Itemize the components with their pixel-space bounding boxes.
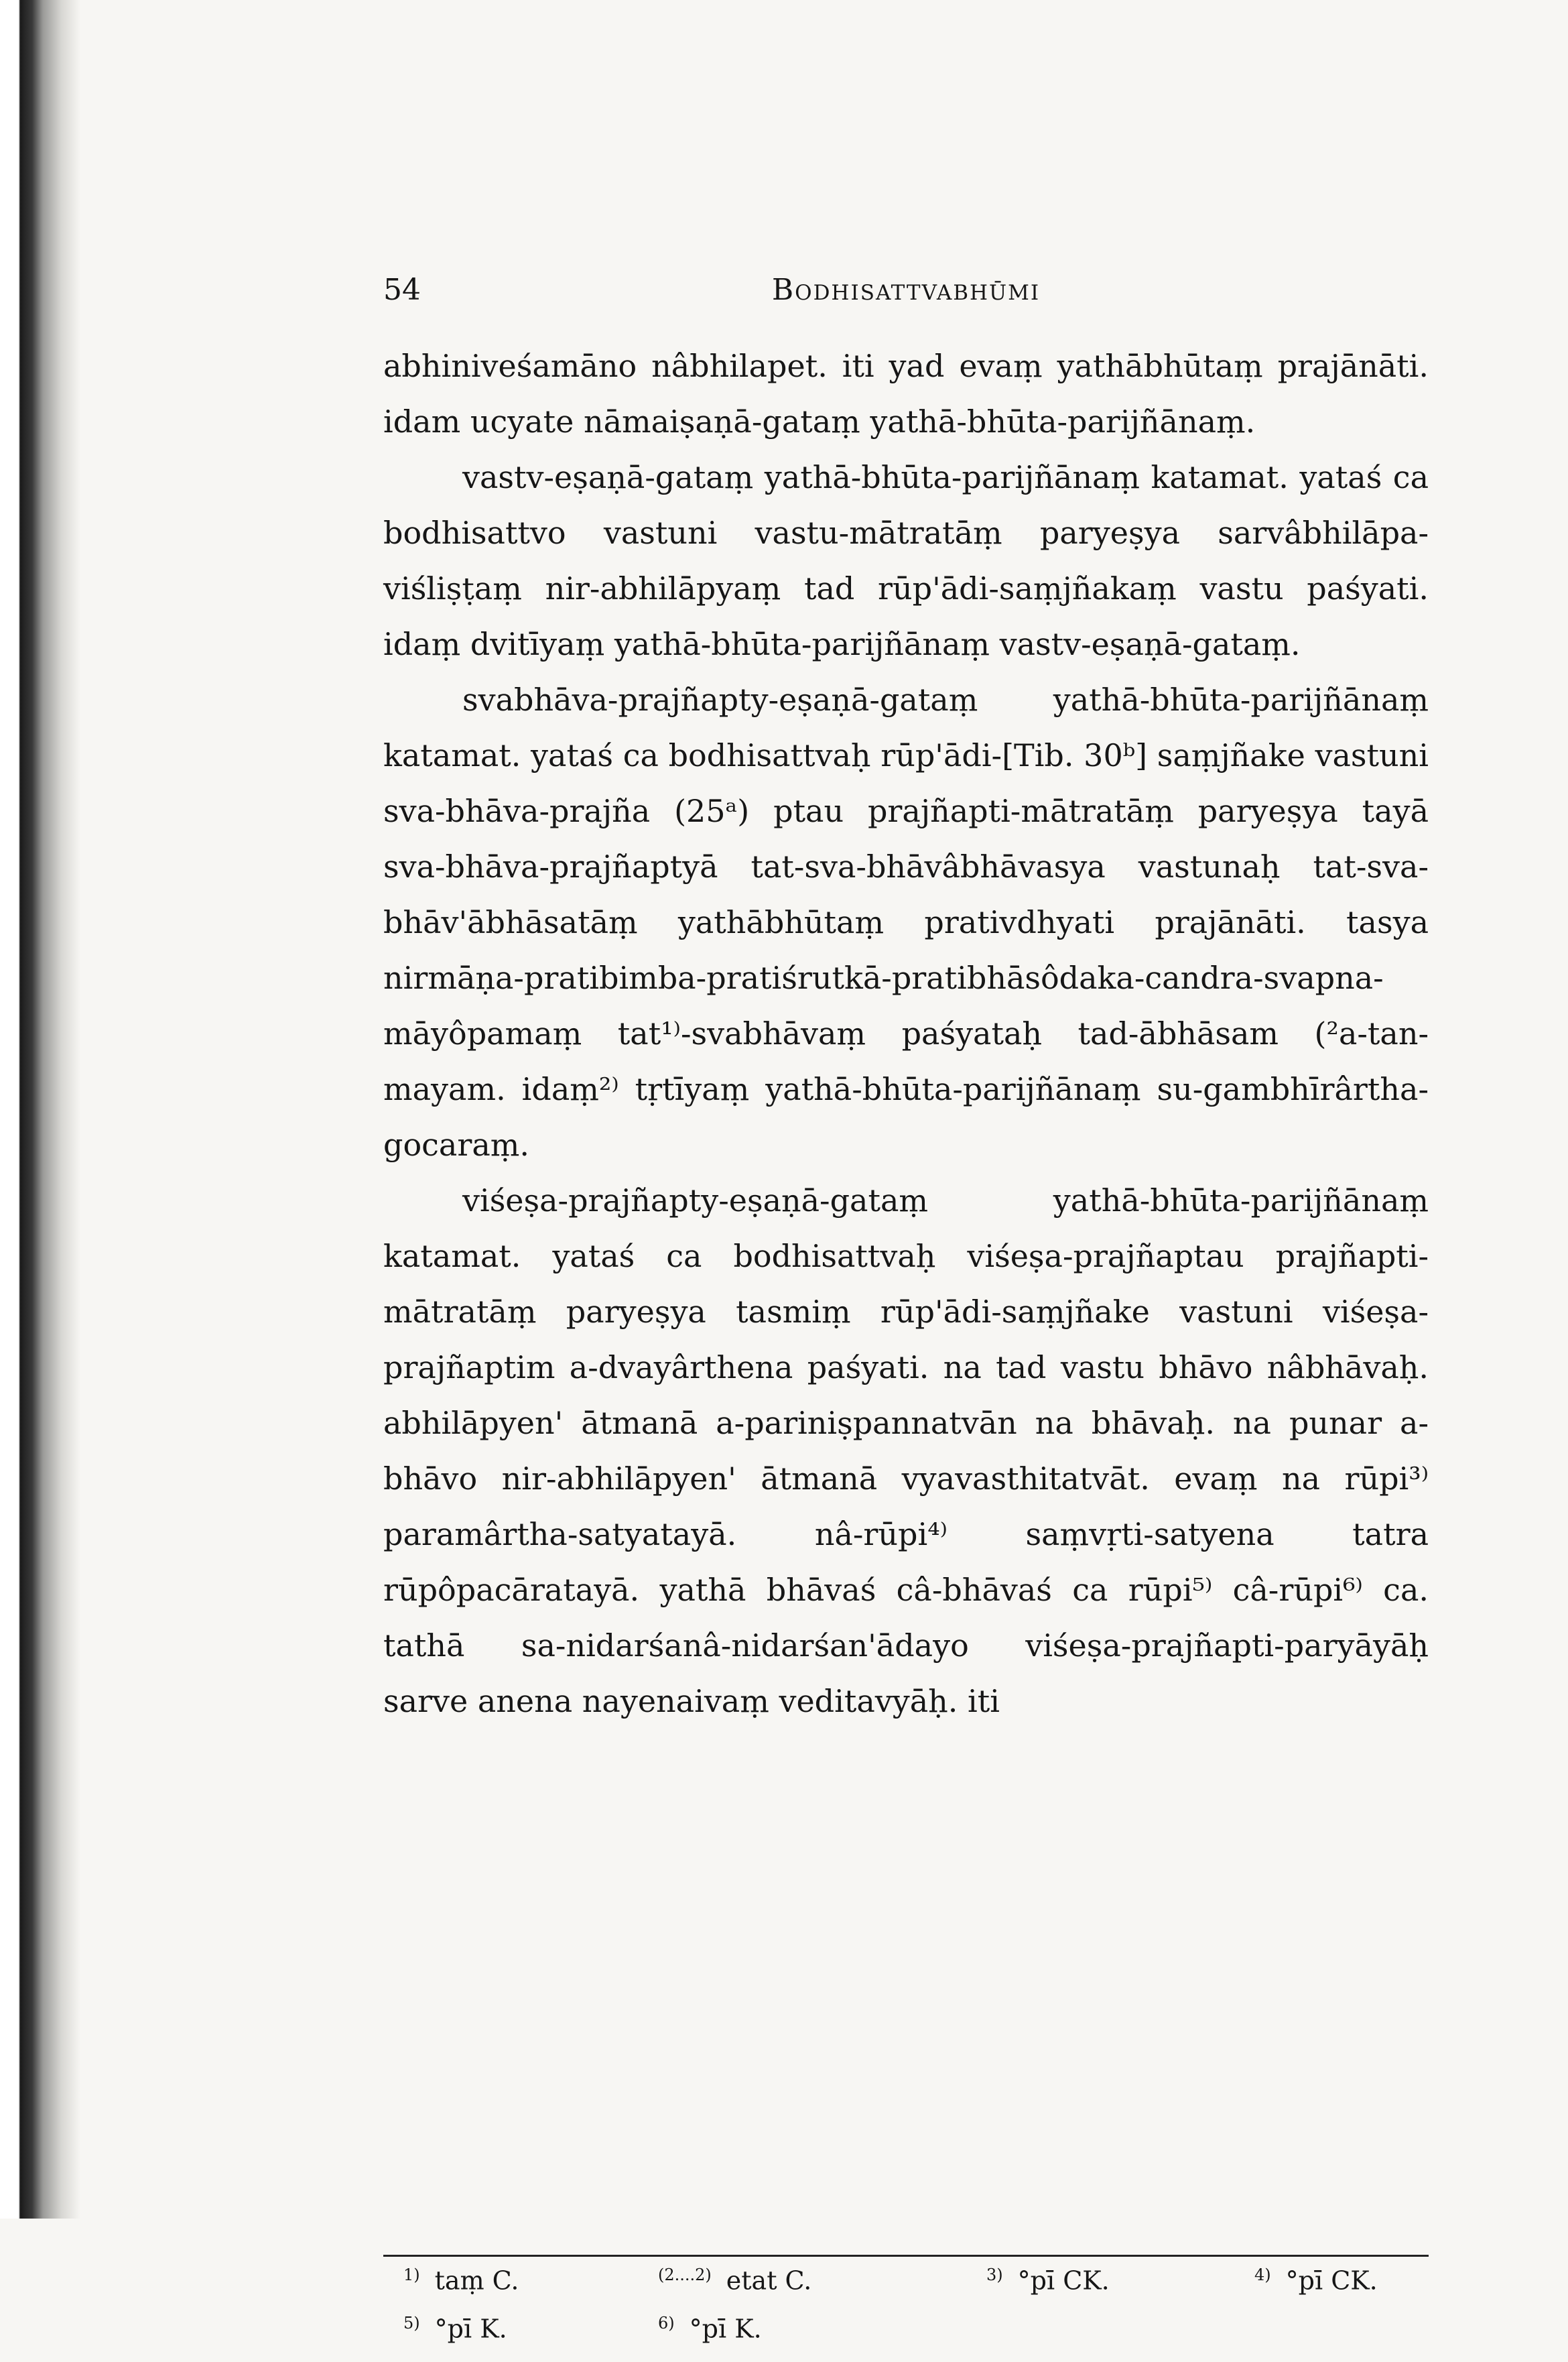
paragraph-1: abhiniveśamāno nâbhilapet. iti yad evaṃ yathābhūtaṃ prajānāti. idam ucyate nāmaiṣaṇā-gataṃ yathā-bhūta-parijñānaṃ. <box>383 348 1429 440</box>
footnote-4 <box>1254 2265 1378 2296</box>
footnote-2 <box>658 2265 811 2296</box>
footnote-divider <box>383 2255 1429 2257</box>
footnote-1 <box>403 2265 519 2296</box>
paragraph-3: svabhāva-prajñapty-eṣaṇā-gataṃ yathā-bhūta-parijñānaṃ katamat. yataś ca bodhisattvaḥ rūp'ādi-[Tib. 30ᵇ] saṃjñake vastuni sva-bhāva-prajña (25ᵃ) ptau prajñapti-mātratāṃ paryeṣya tayā sva-bhāva-prajñaptyā tat-sva-bhāvâbhāvasya vastunaḥ tat-sva-bhāv'ābhāsatāṃ yathābhūtaṃ prativdhyati prajānāti. tasya nirmāṇa-pratibimba-pratiśrutkā-pratibhāsôdaka-candra-svapna-māyôpamaṃ tat¹⁾-svabhāvaṃ paśyataḥ tad-ābhāsam (²a-tan-mayam. idaṃ²⁾ tṛtīyaṃ yathā-bhūta-parijñānaṃ su-gambhīrârtha-gocaraṃ. <box>383 682 1429 1163</box>
footnote-text: °pī CK. <box>1017 2265 1110 2296</box>
footnote-number: 1) <box>403 2265 420 2284</box>
running-title: Bodhisattvabhūmi <box>771 273 1041 307</box>
footnote-row <box>383 2314 1429 2362</box>
footnote-text: °pī K. <box>434 2314 507 2344</box>
paragraph-4: viśeṣa-prajñapty-eṣaṇā-gataṃ yathā-bhūta-parijñānaṃ katamat. yataś ca bodhisattvaḥ viśeṣa-prajñaptau prajñapti-mātratāṃ paryeṣya tasmiṃ rūp'ādi-saṃjñake vastuni viśeṣa-prajñaptim a-dvayârthena paśyati. na tad vastu bhāvo nâbhāvaḥ. abhilāpyen' ātmanā a-pariniṣpannatvān na bhāvaḥ. na punar a-bhāvo nir-abhilāpyen' ātmanā vyavasthitatvāt. evaṃ na rūpi³⁾ paramârtha-satyatayā. nâ-rūpi⁴⁾ saṃvṛti-satyena tatra rūpôpacāratayā. yathā bhāvaś câ-bhāvaś ca rūpi⁵⁾ câ-rūpi⁶⁾ ca. tathā sa-nidarśanâ-nidarśan'ādayo viśeṣa-prajñapti-paryāyāḥ sarve anena nayenaivaṃ veditavyāḥ. iti <box>383 1182 1429 1719</box>
page-number: 54 <box>383 273 421 307</box>
footnote-number: 6) <box>658 2314 675 2333</box>
page-header <box>383 267 1429 314</box>
footnote-3 <box>986 2265 1110 2296</box>
footnote-text: taṃ C. <box>434 2265 519 2296</box>
footnote-text: °pī K. <box>689 2314 762 2344</box>
footnotes <box>383 2265 1429 2362</box>
footnote-text: etat C. <box>726 2265 812 2296</box>
footnote-number: 5) <box>403 2314 420 2333</box>
footnote-6 <box>658 2314 762 2344</box>
footnote-number: (2....2) <box>658 2265 712 2284</box>
footnote-text: °pī CK. <box>1285 2265 1378 2296</box>
footnote-row <box>383 2265 1429 2314</box>
book-binding-shadow <box>0 0 80 2219</box>
paragraph-2: vastv-eṣaṇā-gataṃ yathā-bhūta-parijñānaṃ katamat. yataś ca bodhisattvo vastuni vastu-mātratāṃ paryeṣya sarvâbhilāpa-viśliṣṭaṃ nir-abhilāpyaṃ tad rūp'ādi-saṃjñakaṃ vastu paśyati. idaṃ dvitīyaṃ yathā-bhūta-parijñānaṃ vastv-eṣaṇā-gataṃ. <box>383 459 1429 662</box>
body-text <box>383 338 1429 1729</box>
footnote-number: 4) <box>1254 2265 1271 2284</box>
footnote-5 <box>403 2314 507 2344</box>
footnote-number: 3) <box>986 2265 1003 2284</box>
